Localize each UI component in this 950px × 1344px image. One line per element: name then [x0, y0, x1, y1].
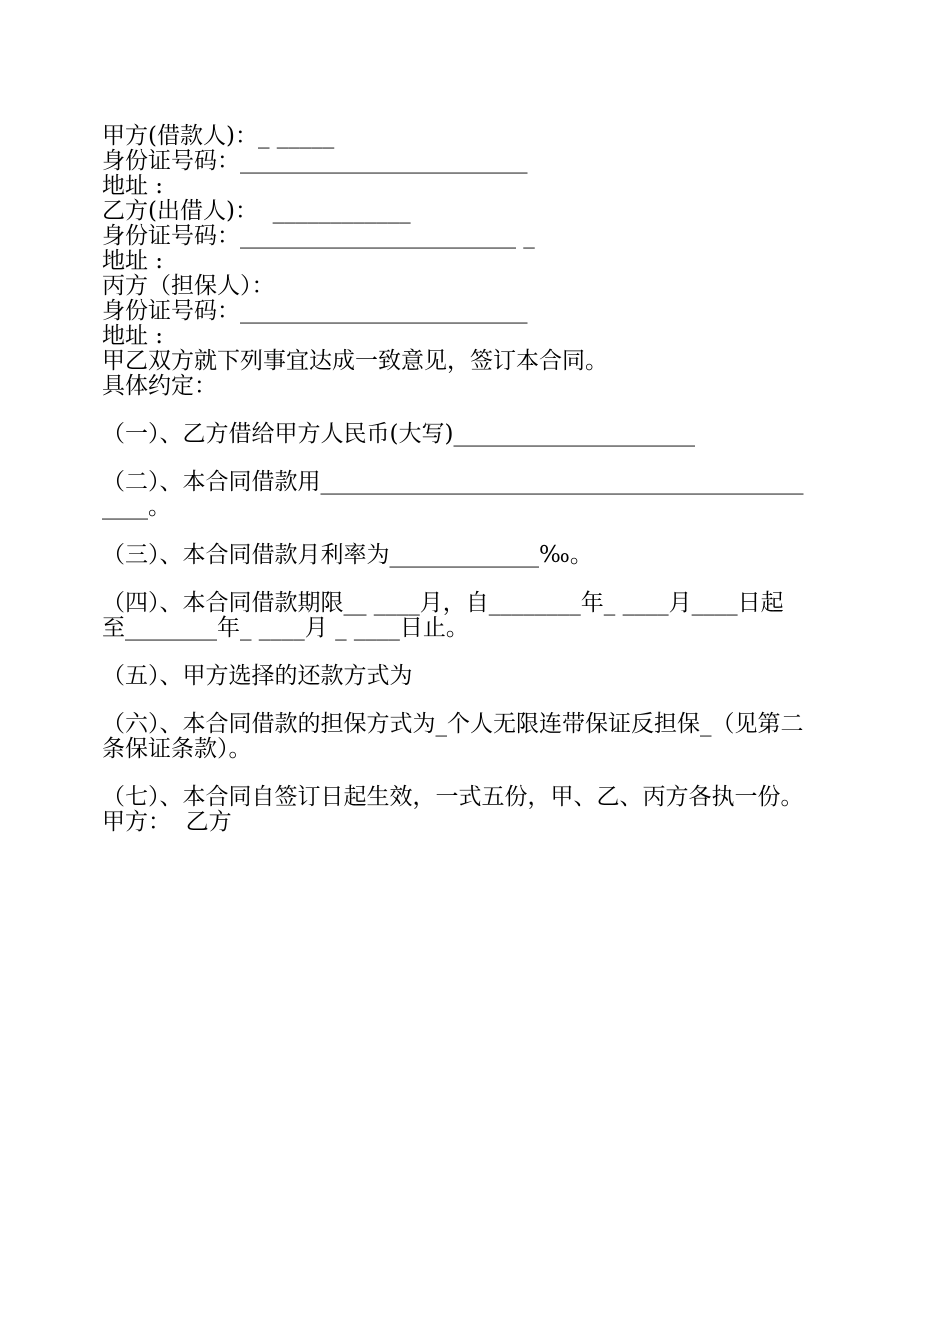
- party-b-address-line: 地址 :: [102, 248, 164, 274]
- party-a-line: 甲方(借款人)：_ _____: [102, 123, 335, 149]
- party-b-line: 乙方(出借人)： ____________: [102, 198, 411, 224]
- clause-6-line-1: （六）、本合同借款的担保方式为_个人无限连带保证反担保_（见第二: [102, 711, 804, 737]
- agreement-statement: 甲乙双方就下列事宜达成一致意见，签订本合同。: [102, 348, 608, 374]
- party-c-address-line: 地址 :: [102, 323, 164, 349]
- signature-line: 甲方： 乙方: [102, 809, 232, 835]
- party-c-line: 丙方（担保人）：: [102, 273, 275, 299]
- clause-1: （一）、乙方借给甲方人民币(大写)_____________________: [102, 421, 695, 447]
- clause-3: （三）、本合同借款月利率为_____________‰。: [102, 542, 593, 568]
- contract-body: [102, 124, 858, 835]
- party-a-id-line: 身份证号码：_________________________: [102, 148, 528, 174]
- clause-2-line-1: （二）、本合同借款用__________________________________________: [102, 469, 804, 495]
- clause-4-line-1: （四）、本合同借款期限__ ____月，自________年_ ____月____日起: [102, 590, 784, 616]
- clause-4-line-2: 至________年_ ____月 _ ____日止。: [102, 615, 469, 641]
- clause-2-line-2: ____。: [102, 494, 171, 520]
- clause-7: （七）、本合同自签订日起生效，一式五份，甲、乙、丙方各执一份。: [102, 784, 804, 810]
- clause-5: （五）、甲方选择的还款方式为: [102, 663, 413, 689]
- clause-6-line-2: 条保证条款）。: [102, 736, 252, 762]
- party-b-id-line: 身份证号码：________________________ _: [102, 223, 535, 249]
- party-c-id-line: 身份证号码：_________________________: [102, 298, 528, 324]
- terms-heading: 具体约定：: [102, 373, 217, 399]
- party-a-address-line: 地址 :: [102, 173, 164, 199]
